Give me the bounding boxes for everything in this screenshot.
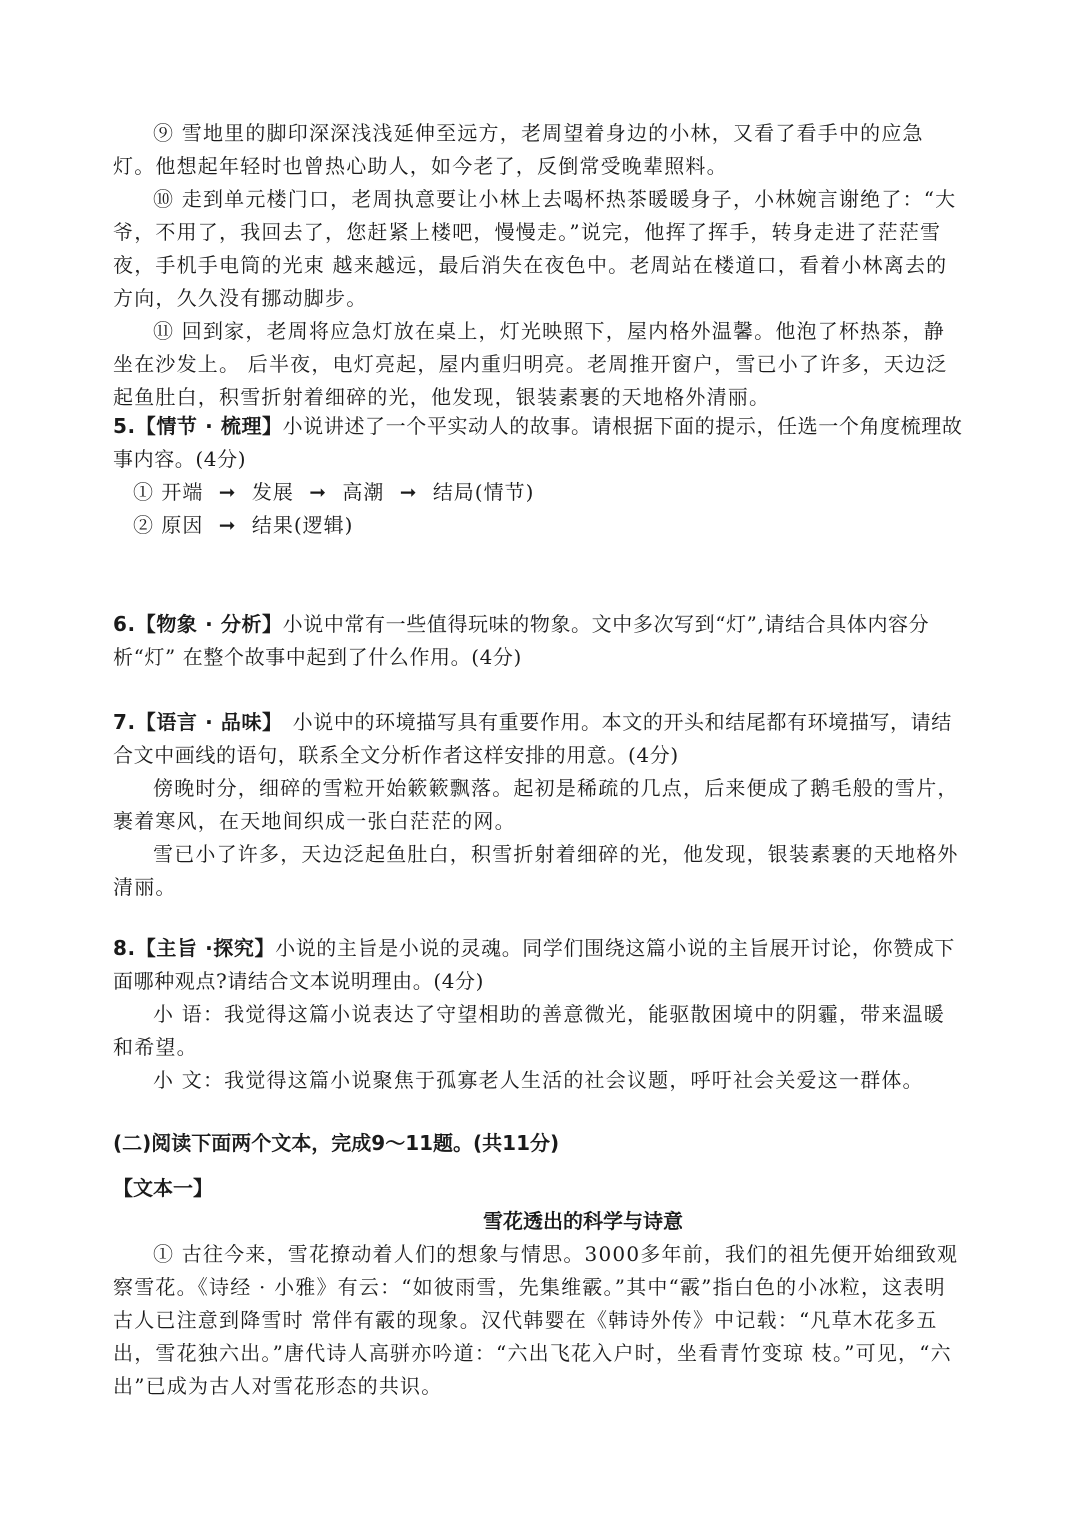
option-2-mark: ② xyxy=(133,513,154,537)
option-2-step-1: 原因 xyxy=(161,513,204,537)
question-8 xyxy=(113,932,963,1097)
option-1-step-4: 结局(情节) xyxy=(432,480,535,504)
question-7-quote-1: 傍晚时分，细碎的雪粒开始簌簌飘落。起初是稀疏的几点，后来便成了鹅毛般的雪片，裹着寒风，在天地间织成一张白茫茫的网。 xyxy=(113,776,959,833)
text-one-label: 【文本一】 xyxy=(113,1176,213,1200)
question-7-tag: 【语言 · 品味】 xyxy=(135,710,283,734)
option-1-step-3: 高潮 xyxy=(342,480,385,504)
arrow-right-icon: ➞ xyxy=(218,480,237,504)
question-8-text: 小说的主旨是小说的灵魂。同学们围绕这篇小说的主旨展开讨论，你赞成下面哪种观点?请结合文本说明理由。(4分) xyxy=(113,936,955,993)
question-8-tag: 【主旨 ·探究】 xyxy=(135,936,276,960)
question-6-prompt xyxy=(113,608,963,674)
arrow-right-icon: ➞ xyxy=(399,480,418,504)
reading-section-2 xyxy=(113,1127,963,1403)
arrow-right-icon: ➞ xyxy=(309,480,327,504)
question-6-tag: 【物象 · 分析】 xyxy=(135,612,283,636)
article-paragraph-1: ① 古往今来，雪花撩动着人们的想象与情思。3000多年前，我们的祖先便开始细致观察雪花。《诗经 · 小雅》有云：“如彼雨雪，先集维霰。”其中“霰”指白色的小冰粒，这表明古人已注意到降雪时 常伴有霰的现象。汉代韩婴在《韩诗外传》中记载：“凡草木花多五出，雪花独六出。”唐代诗人高骈亦吟道：“六出飞花入户时，坐看青竹变琼 枝。”可见，“六出”已成为古人对雪花形态的共识。 xyxy=(113,1242,959,1398)
question-5-text: 小说讲述了一个平实动人的故事。请根据下面的提示，任选一个角度梳理故事内容。(4分) xyxy=(113,414,963,471)
option-2-step-2: 结果(逻辑) xyxy=(251,513,354,537)
question-5-tag: 【情节 · 梳理】 xyxy=(135,414,283,438)
option-1-mark: ① xyxy=(133,480,154,504)
question-7-number: 7. xyxy=(113,710,136,734)
story-paragraph-9: ⑨ 雪地里的脚印深深浅浅延伸至远方，老周望着身边的小林，又看了看手中的应急灯。他想起年轻时也曾热心助人，如今老了，反倒常受晚辈照料。 xyxy=(113,121,924,178)
question-5-prompt xyxy=(113,410,963,476)
question-8-view-2: 小 文：我觉得这篇小说聚焦于孤寡老人生活的社会议题，呼吁社会关爱这一群体。 xyxy=(153,1068,924,1092)
question-6-number: 6. xyxy=(113,612,136,636)
option-1-step-1: 开端 xyxy=(161,480,204,504)
story-paragraph-11: ⑪ 回到家，老周将应急灯放在桌上，灯光映照下，屋内格外温馨。他泡了杯热茶，静坐在沙发上。 后半夜，电灯亮起，屋内重归明亮。老周推开窗户，雪已小了许多，天边泛起鱼肚白，积雪折射着细碎的光，他发现，银装素裹的天地格外清丽。 xyxy=(113,319,948,409)
question-6 xyxy=(113,608,963,674)
question-8-number: 8. xyxy=(113,936,136,960)
question-8-prompt xyxy=(113,932,963,998)
option-1-step-2: 发展 xyxy=(251,480,294,504)
section-2-heading: (二)阅读下面两个文本，完成9～11题。(共11分) xyxy=(113,1131,560,1155)
question-8-view-1: 小 语：我觉得这篇小说表达了守望相助的善意微光，能驱散困境中的阴霾，带来温暖和希望。 xyxy=(113,1002,945,1059)
question-5-number: 5. xyxy=(113,414,136,438)
story-section xyxy=(113,117,963,414)
question-7 xyxy=(113,706,963,904)
story-paragraph-10: ⑩ 走到单元楼门口，老周执意要让小林上去喝杯热茶暖暖身子，小林婉言谢绝了：“大爷，不用了，我回去了，您赶紧上楼吧，慢慢走。”说完，他挥了挥手，转身走进了茫茫雪夜，手机手电筒的光束 越来越远，最后消失在夜色中。老周站在楼道口，看着小林离去的方向，久久没有挪动脚步。 xyxy=(113,187,957,310)
question-7-quote-2: 雪已小了许多，天边泛起鱼肚白，积雪折射着细碎的光，他发现，银装素裹的天地格外清丽。 xyxy=(113,842,959,899)
question-6-text: 小说中常有一些值得玩味的物象。文中多次写到“灯”,请结合具体内容分析“灯” 在整个故事中起到了什么作用。(4分) xyxy=(113,612,930,669)
question-5-option-2 xyxy=(113,509,963,542)
question-7-text: 小说中的环境描写具有重要作用。本文的开头和结尾都有环境描写，请结合文中画线的语句，联系全文分析作者这样安排的用意。(4分) xyxy=(113,710,952,767)
article-title: 雪花透出的科学与诗意 xyxy=(483,1209,683,1233)
question-5-option-1 xyxy=(113,476,963,509)
question-5 xyxy=(113,410,963,542)
arrow-right-icon: ➞ xyxy=(218,513,237,537)
question-7-prompt xyxy=(113,706,963,772)
